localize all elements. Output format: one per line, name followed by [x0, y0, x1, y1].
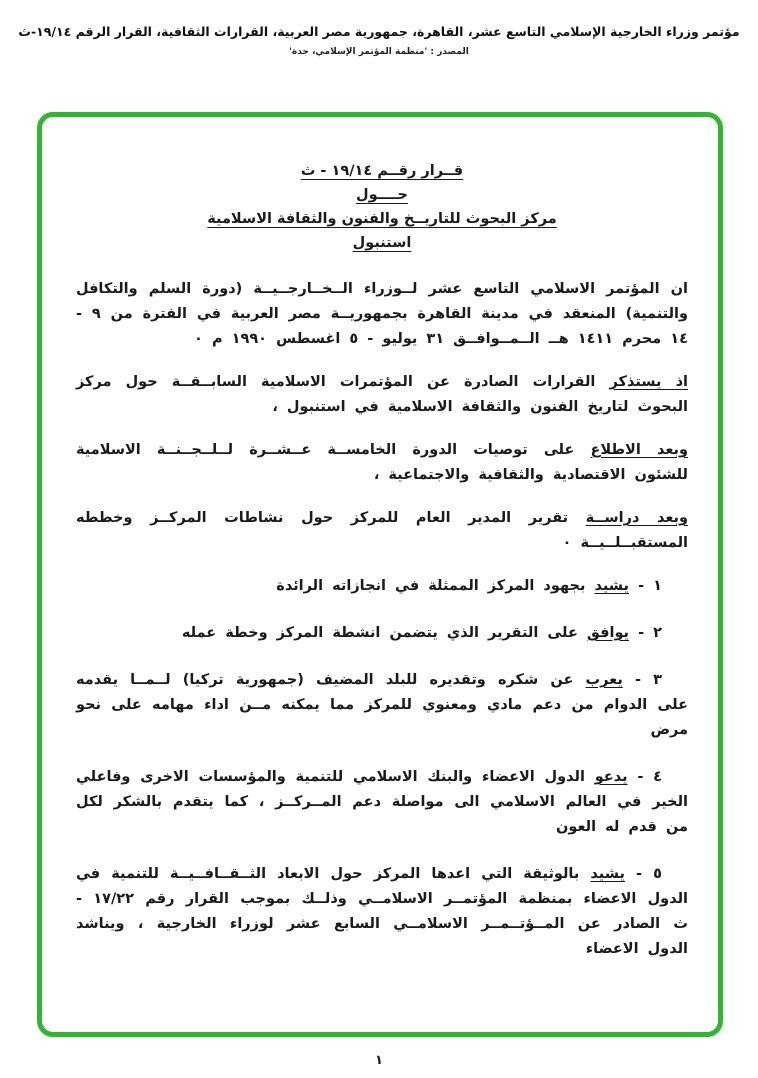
paragraph-text: القرارات الصادرة عن المؤتمرات الاسلامية السابــقــة حول مركز البحوث لتاريخ الفنون والثقافة الاسلامية في استنبول ،: [76, 374, 688, 415]
paragraph-preamble: [76, 277, 688, 352]
item-lead: يوافق: [586, 625, 629, 641]
item-number: ١ -: [638, 578, 662, 594]
item-number: ٥ -: [636, 866, 662, 882]
paragraph-having-reviewed: [76, 438, 688, 488]
paragraph-lead: وبعد الاطلاع: [590, 442, 688, 458]
title-block: [76, 159, 688, 255]
item-lead: يعرب: [585, 672, 623, 688]
list-item-2: [76, 621, 688, 646]
item-text: الدول الاعضاء والبنك الاسلامي للتنمية والمؤسسات الاخرى وفاعلي الخير في العالم الاسلامي الى مواصلة دعم المــركــز ، كما يتقدم بالشكر لكل من قدم له العون: [76, 769, 688, 835]
item-text: على التقرير الذي يتضمن انشطة المركز وخطة عمله: [181, 625, 578, 641]
paragraph-recalling: [76, 370, 688, 420]
paragraph-text: تقرير المدير العام للمركز حول نشاطات المركــز وخططه المستقبــلــيــة ٠: [76, 510, 688, 551]
item-text: بالوثيقة التي اعدها المركز حول الابعاد الثــقــافــيــة للتنمية في الدول الاعضاء بمنظمة المؤتمــر الاسلامــي وذلــك بموجب القرار رقم ١٧/٢٢ - ث الصادر عن المــؤتــمــر الاسلامــي السابع عشر لوزراء الخارجية ، ويناشد الدول الاعضاء: [76, 866, 688, 957]
item-text: بجهود المركز الممثلة في انجازاته الرائدة: [276, 578, 586, 594]
title-line-resolution-number: قــرار رقــم ١٩/١٤ - ث: [300, 163, 464, 179]
paragraph-text: ان المؤتمر الاسلامي التاسع عشر لــوزراء الــخــارجــيــة (دورة السلم والتكافل والتنمية) المنعقد في مدينة القاهرة بجمهوريــة مصر العربية في الفترة من ٩ - ١٤ محرم ١٤١١ هــ الــمــوافــق ٣١ يوليو - ٥ اغسطس ١٩٩٠ م ٠: [76, 281, 688, 347]
list-item-4: [76, 765, 688, 840]
green-frame: [37, 112, 723, 1037]
list-item-5: [76, 862, 688, 962]
title-line-city: استنبول: [352, 235, 412, 251]
list-item-3: [76, 668, 688, 743]
item-text: عن شكره وتقديره للبلد المضيف (جمهورية تركيا) لــمــا يقدمه على الدوام من دعم مادي ومعنوي للمركز مما يمكنه مــن اداء مهامه على نحو مرض: [76, 672, 688, 738]
document-header-line: مؤتمر وزراء الخارجية الإسلامي التاسع عشر، القاهرة، جمهورية مصر العربية، القرارات الثقافية، القرار الرقم ١٩/١٤-ث: [18, 24, 740, 39]
item-lead: يشيد: [594, 578, 629, 594]
title-line-about: حــــول: [356, 187, 408, 203]
source-line: المصدر : 'منظمة المؤتمر الإسلامي، جدة': [289, 47, 469, 57]
list-item-1: [76, 574, 688, 599]
paragraph-lead: اذ يستذكر: [609, 374, 688, 390]
item-lead: يدعو: [594, 769, 628, 785]
item-number: ٢ -: [638, 625, 662, 641]
page-number: ١: [375, 1053, 383, 1068]
paragraph-text: على توصيات الدورة الخامســة عــشــرة لــلــجــنــة الاسلامية للشئون الاقتصادية والثقافية والاجتماعية ،: [76, 442, 688, 483]
item-number: ٤ -: [637, 769, 662, 785]
item-lead: يشيد: [590, 866, 625, 882]
title-line-center-name: مركز البحوث للتاريــخ والفنون والثقافة الاسلامية: [207, 211, 557, 227]
paragraph-lead: وبعد دراســة: [585, 510, 688, 526]
paragraph-having-studied: [76, 506, 688, 556]
item-number: ٣ -: [634, 672, 662, 688]
